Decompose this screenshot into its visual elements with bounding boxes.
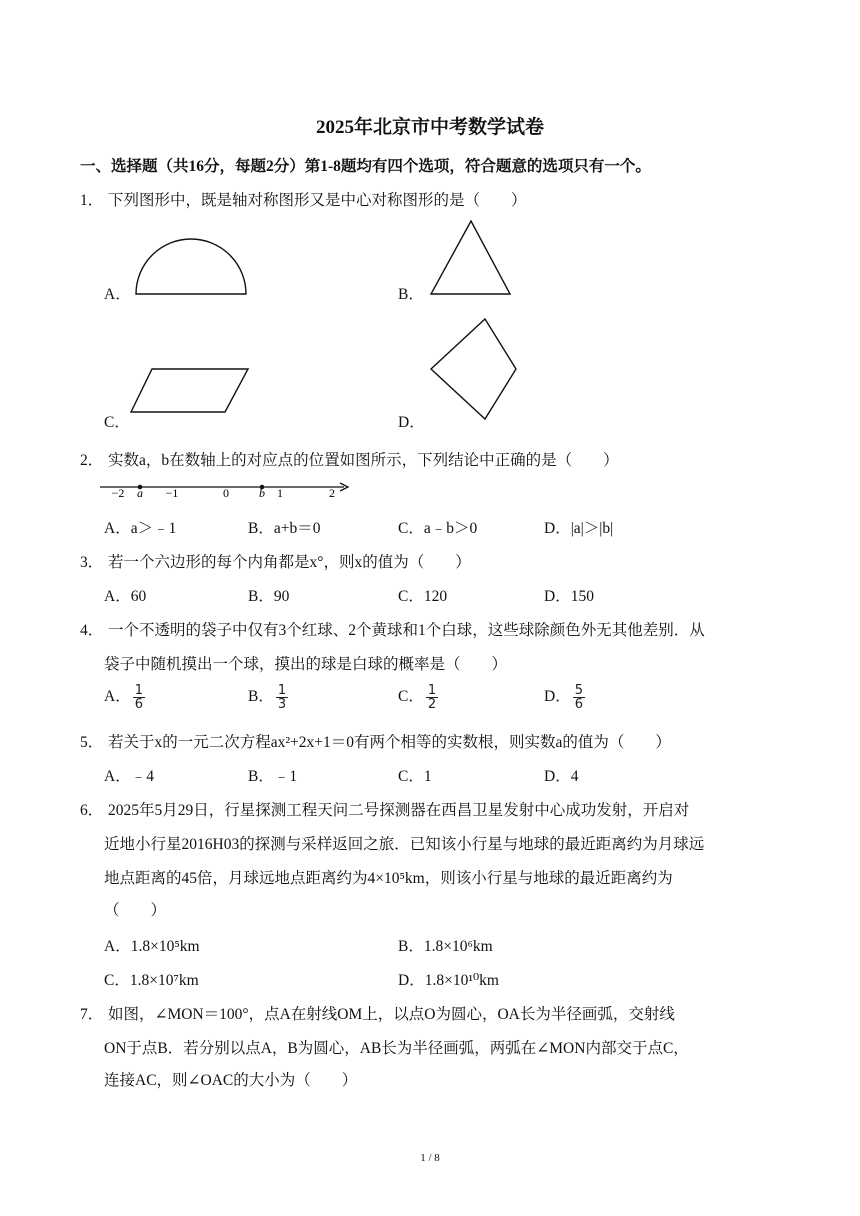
q1-parallelogram-figure xyxy=(128,366,252,416)
q5-option-a-text: ﹣4 xyxy=(130,768,154,785)
question-3-number: 3． xyxy=(80,554,104,571)
q4-option-b-fraction: $\frac{1}{3}$ xyxy=(277,683,287,712)
q6-option-d-label: D． xyxy=(398,972,425,989)
q5-option-c-text: 1 xyxy=(423,768,432,785)
q5-option-b-label: B． xyxy=(248,768,274,785)
q1-triangle-figure xyxy=(428,218,514,298)
q3-option-c-text: 120 xyxy=(423,588,448,605)
question-7-number: 7． xyxy=(80,1006,104,1023)
question-7-stem-line1: 如图，∠MON＝100°，点A在射线OM上，以点O为圆心，OA长为半径画弧，交射线 xyxy=(108,1006,675,1023)
question-7-stem-line2: ON于点B．若分别以点A，B为圆心，AB长为半径画弧，两弧在∠MON内部交于点C， xyxy=(104,1040,689,1057)
q2-option-a-label: A． xyxy=(104,520,131,537)
q3-option-c-label: C． xyxy=(398,588,424,605)
q1-option-d-label: D． xyxy=(398,414,425,431)
question-5-number: 5． xyxy=(80,734,104,751)
q3-option-d-label: D． xyxy=(544,588,571,605)
q2-option-a-text: a＞﹣1 xyxy=(130,520,177,537)
tick-2: 2 xyxy=(329,486,335,500)
q5-option-c-label: C． xyxy=(398,768,424,785)
q4-option-c-fraction: $\frac{1}{2}$ xyxy=(427,683,437,712)
q3-option-a-label: A． xyxy=(104,588,131,605)
question-2-number: 2． xyxy=(80,452,104,469)
question-5-stem: 若关于x的一元二次方程ax²+2x+1＝0有两个相等的实数根，则实数a的值为（ ） xyxy=(108,734,671,751)
question-2-stem: 实数a，b在数轴上的对应点的位置如图所示，下列结论中正确的是（ ） xyxy=(108,452,619,469)
q6-option-c-label: C． xyxy=(104,972,130,989)
q1-option-b-label: B． xyxy=(398,286,424,303)
tick-neg2: −2 xyxy=(111,486,125,500)
q5-option-d-label: D． xyxy=(544,768,571,785)
question-4-stem-line2: 袋子中随机摸出一个球，摸出的球是白球的概率是（ ） xyxy=(104,656,508,673)
tick-b: b xyxy=(259,486,265,500)
q5-option-d-text: 4 xyxy=(570,768,579,785)
q1-option-c-label: C． xyxy=(104,414,130,431)
question-1-stem: 下列图形中，既是轴对称图形又是中心对称图形的是（ ） xyxy=(108,192,527,209)
q1-square-figure xyxy=(428,316,518,422)
question-6-stem-line1: 2025年5月29日，行星探测工程天问二号探测器在西昌卫星发射中心成功发射，开启对 xyxy=(108,802,690,819)
question-6-stem-line3: 地点距离的45倍，月球远地点距离约为4×10⁵km，则该小行星与地球的最近距离约为 xyxy=(104,870,673,887)
number-line xyxy=(100,478,352,500)
q4-option-d-label: D． xyxy=(544,688,571,706)
q3-option-a-text: 60 xyxy=(130,588,147,605)
q6-option-a-text: 1.8×10⁵km xyxy=(130,938,200,955)
question-1-number: 1． xyxy=(80,192,104,209)
q4-option-c-label: C． xyxy=(398,688,424,706)
q5-option-a-label: A． xyxy=(104,768,131,785)
q5-option-b-text: ﹣1 xyxy=(273,768,298,785)
question-4-stem-line1: 一个不透明的袋子中仅有3个红球、2个黄球和1个白球，这些球除颜色外无其他差别．从 xyxy=(108,622,705,639)
tick-0: 0 xyxy=(223,486,229,500)
q6-option-d-text: 1.8×10¹⁰km xyxy=(424,972,499,989)
q2-option-c-label: C． xyxy=(398,520,424,537)
q1-option-a-label: A． xyxy=(104,286,131,303)
tick-a: a xyxy=(137,486,143,500)
q6-option-a-label: A． xyxy=(104,938,131,955)
q3-option-b-label: B． xyxy=(248,588,274,605)
q3-option-b-text: 90 xyxy=(273,588,290,605)
question-3-stem: 若一个六边形的每个内角都是x°，则x的值为（ ） xyxy=(108,554,471,571)
question-6-stem-line2: 近地小行星2016H03的探测与采样返回之旅．已知该小行星与地球的最近距离约为月球远 xyxy=(104,836,705,853)
page-title: 2025年北京市中考数学试卷 xyxy=(315,117,544,138)
q4-option-a-label: A． xyxy=(104,688,131,706)
tick-1: 1 xyxy=(277,486,283,500)
q4-option-a-fraction: $\frac{1}{6}$ xyxy=(134,683,143,712)
q3-option-d-text: 150 xyxy=(570,588,594,605)
q1-semicircle-figure xyxy=(134,236,248,298)
q2-option-b-text: a+b＝0 xyxy=(273,520,321,537)
section-heading: 一、选择题（共16分，每题2分）第1-8题均有四个选项，符合题意的选项只有一个。 xyxy=(80,158,651,175)
q4-option-b-label: B． xyxy=(248,688,274,706)
q6-option-c-text: 1.8×10⁷km xyxy=(129,972,199,989)
page-number: 1 / 8 xyxy=(420,1152,440,1164)
tick-neg1: −1 xyxy=(165,486,179,500)
q6-option-b-label: B． xyxy=(398,938,424,955)
q2-option-d-label: D． xyxy=(544,520,571,537)
question-6-stem-line4: （ ） xyxy=(104,902,167,919)
question-6-number: 6． xyxy=(80,802,104,819)
q2-option-b-label: B． xyxy=(248,520,274,537)
q2-option-c-text: a﹣b＞0 xyxy=(423,520,478,537)
q2-option-d-text: |a|＞|b| xyxy=(570,520,614,537)
q4-option-d-fraction: $\frac{5}{6}$ xyxy=(574,683,583,712)
question-4-number: 4． xyxy=(80,622,104,639)
question-7-stem-line3: 连接AC，则∠OAC的大小为（ ） xyxy=(104,1072,358,1089)
q6-option-b-text: 1.8×10⁶km xyxy=(423,938,493,955)
